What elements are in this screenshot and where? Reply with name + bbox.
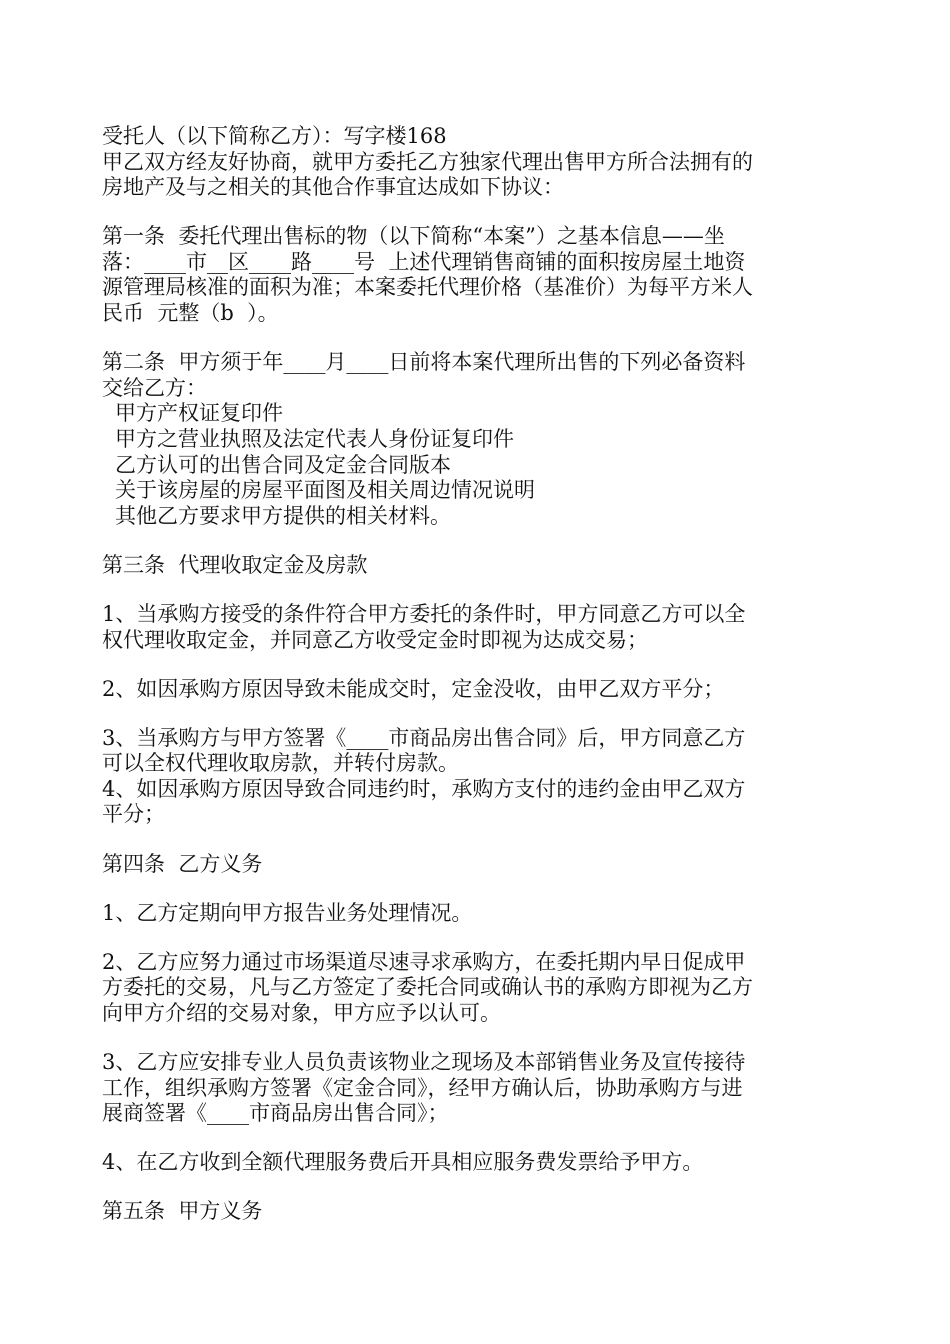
text-line: 3、当承购方与甲方签署《____市商品房出售合同》后，甲方同意乙方	[102, 725, 746, 750]
article-3	[102, 553, 852, 828]
text-line: 交给乙方：	[102, 375, 207, 400]
text-line: 甲乙双方经友好协商，就甲方委托乙方独家代理出售甲方所合法拥有的	[102, 149, 753, 174]
list-item: 甲方之营业执照及法定代表人身份证复印件	[115, 426, 514, 451]
article-2	[102, 350, 852, 529]
article-4	[102, 852, 852, 1176]
text-line: 权代理收取定金，并同意乙方收受定金时即视为达成交易；	[102, 627, 648, 652]
text-line: 展商签署《____市商品房出售合同》；	[102, 1101, 449, 1126]
article-heading: 第三条 代理收取定金及房款	[102, 552, 368, 577]
text-line: 1、乙方定期向甲方报告业务处理情况。	[102, 900, 473, 925]
text-line: 可以全权代理收取房款，并转付房款。	[102, 751, 459, 776]
article-5	[102, 1199, 852, 1225]
text-line: 落：____市__区____路____号 上述代理销售商铺的面积按房屋土地资	[102, 249, 746, 274]
text-line: 3、乙方应安排专业人员负责该物业之现场及本部销售业务及宣传接待	[102, 1050, 746, 1075]
text-line: 第二条 甲方须于年____月____日前将本案代理所出售的下列必备资料	[102, 350, 746, 375]
text-line: 房地产及与之相关的其他合作事宜达成如下协议：	[102, 175, 564, 200]
article-heading: 第五条 甲方义务	[102, 1199, 263, 1224]
article-heading: 第四条 乙方义务	[102, 851, 263, 876]
list-item: 关于该房屋的房屋平面图及相关周边情况说明	[115, 478, 535, 503]
text-line: 4、如因承购方原因导致合同违约时，承购方支付的违约金由甲乙双方	[102, 776, 746, 801]
text-line: 第一条 委托代理出售标的物（以下简称“本案”）之基本信息——坐	[102, 224, 725, 249]
text-line: 平分；	[102, 802, 165, 827]
list-item: 其他乙方要求甲方提供的相关材料。	[115, 503, 451, 528]
contract-document	[102, 124, 852, 1225]
article-1	[102, 224, 852, 326]
text-line: 向甲方介绍的交易对象，甲方应予以认可。	[102, 1000, 501, 1025]
list-item: 甲方产权证复印件	[115, 401, 283, 426]
header-block	[102, 124, 852, 201]
list-item: 乙方认可的出售合同及定金合同版本	[115, 452, 451, 477]
text-line: 民币 元整（b ）。	[102, 301, 279, 326]
text-line: 受托人（以下简称乙方）：写字楼168	[102, 124, 447, 148]
text-line: 工作，组织承购方签署《定金合同》，经甲方确认后，协助承购方与进	[102, 1075, 743, 1100]
text-line: 2、如因承购方原因导致未能成交时，定金没收，由甲乙双方平分；	[102, 676, 725, 701]
text-line: 源管理局核准的面积为准；本案委托代理价格（基准价）为每平方米人	[102, 275, 753, 300]
text-line: 方委托的交易，凡与乙方签定了委托合同或确认书的承购方即视为乙方	[102, 975, 753, 1000]
text-line: 1、当承购方接受的条件符合甲方委托的条件时，甲方同意乙方可以全	[102, 601, 746, 626]
text-line: 2、乙方应努力通过市场渠道尽速寻求承购方，在委托期内早日促成甲	[102, 949, 746, 974]
text-line: 4、在乙方收到全额代理服务费后开具相应服务费发票给予甲方。	[102, 1150, 704, 1175]
